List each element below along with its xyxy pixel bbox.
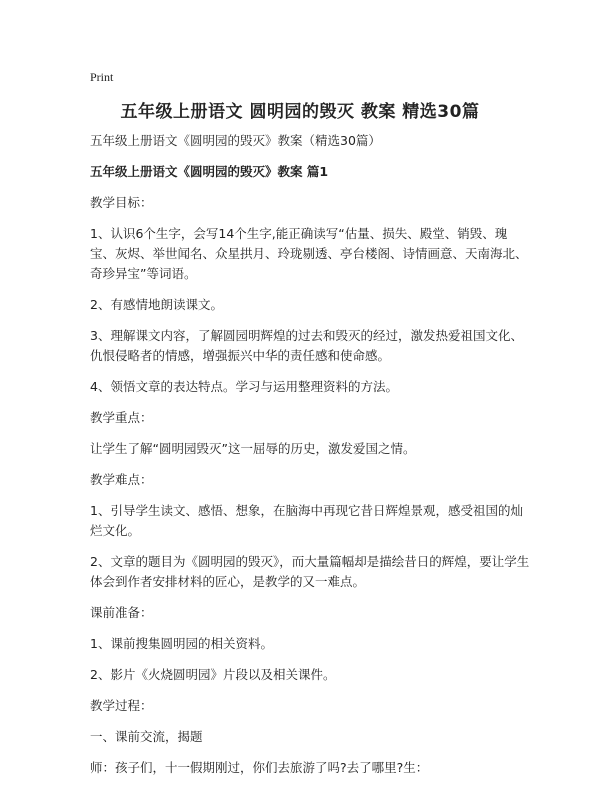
goal-item-3: 3、理解课文内容，了解圆园明辉煌的过去和毁灭的经过，激发热爱祖国文化、仇恨侵略者的情感，增强振兴中华的责任感和使命感。 bbox=[90, 328, 523, 363]
goal-item-4: 4、领悟文章的表达特点。学习与运用整理资料的方法。 bbox=[90, 379, 398, 394]
document-body bbox=[90, 131, 530, 789]
preparation-item-2: 2、影片《火烧圆明园》片段以及相关课件。 bbox=[90, 667, 336, 682]
process-step-1: 一、课前交流，揭题 bbox=[90, 729, 203, 744]
document-subtitle: 五年级上册语文《圆明园的毁灭》教案（精选30篇） bbox=[90, 133, 381, 148]
difficulty-item-2: 2、文章的题目为《圆明园的毁灭》，而大量篇幅却是描绘昔日的辉煌，要让学生体会到作者安排材料的匠心，是教学的又一难点。 bbox=[90, 554, 530, 589]
focus-text: 让学生了解“圆明园毁灭”这一屈辱的历史，激发爱国之情。 bbox=[90, 441, 416, 456]
dialogue-line: 师：孩子们，十一假期刚过，你们去旅游了吗?去了哪里?生： bbox=[90, 760, 429, 775]
difficulty-item-1: 1、引导学生读文、感悟、想象，在脑海中再现它昔日辉煌景观，感受祖国的灿烂文化。 bbox=[90, 503, 523, 538]
page-title: 五年级上册语文 圆明园的毁灭 教案 精选30篇 bbox=[120, 102, 480, 122]
print-link[interactable]: Print bbox=[90, 70, 114, 84]
label-teaching-difficulty: 教学难点： bbox=[90, 472, 153, 487]
label-teaching-goals: 教学目标： bbox=[90, 195, 153, 210]
label-teaching-focus: 教学重点： bbox=[90, 410, 153, 425]
section-heading: 五年级上册语文《圆明园的毁灭》教案 篇1 bbox=[90, 164, 329, 179]
label-preparation: 课前准备： bbox=[90, 605, 153, 620]
goal-item-2: 2、有感情地朗读课文。 bbox=[90, 297, 223, 312]
preparation-item-1: 1、课前搜集圆明园的相关资料。 bbox=[90, 636, 273, 651]
label-teaching-process: 教学过程： bbox=[90, 698, 153, 713]
goal-item-1: 1、认识6个生字，会写14个生字,能正确读写“估量、损失、殿堂、销毁、瑰宝、灰烬、举世闻名、众星拱月、玲珑剔透、亭台楼阁、诗情画意、天南海北、奇珍异宝”等词语。 bbox=[90, 226, 528, 281]
